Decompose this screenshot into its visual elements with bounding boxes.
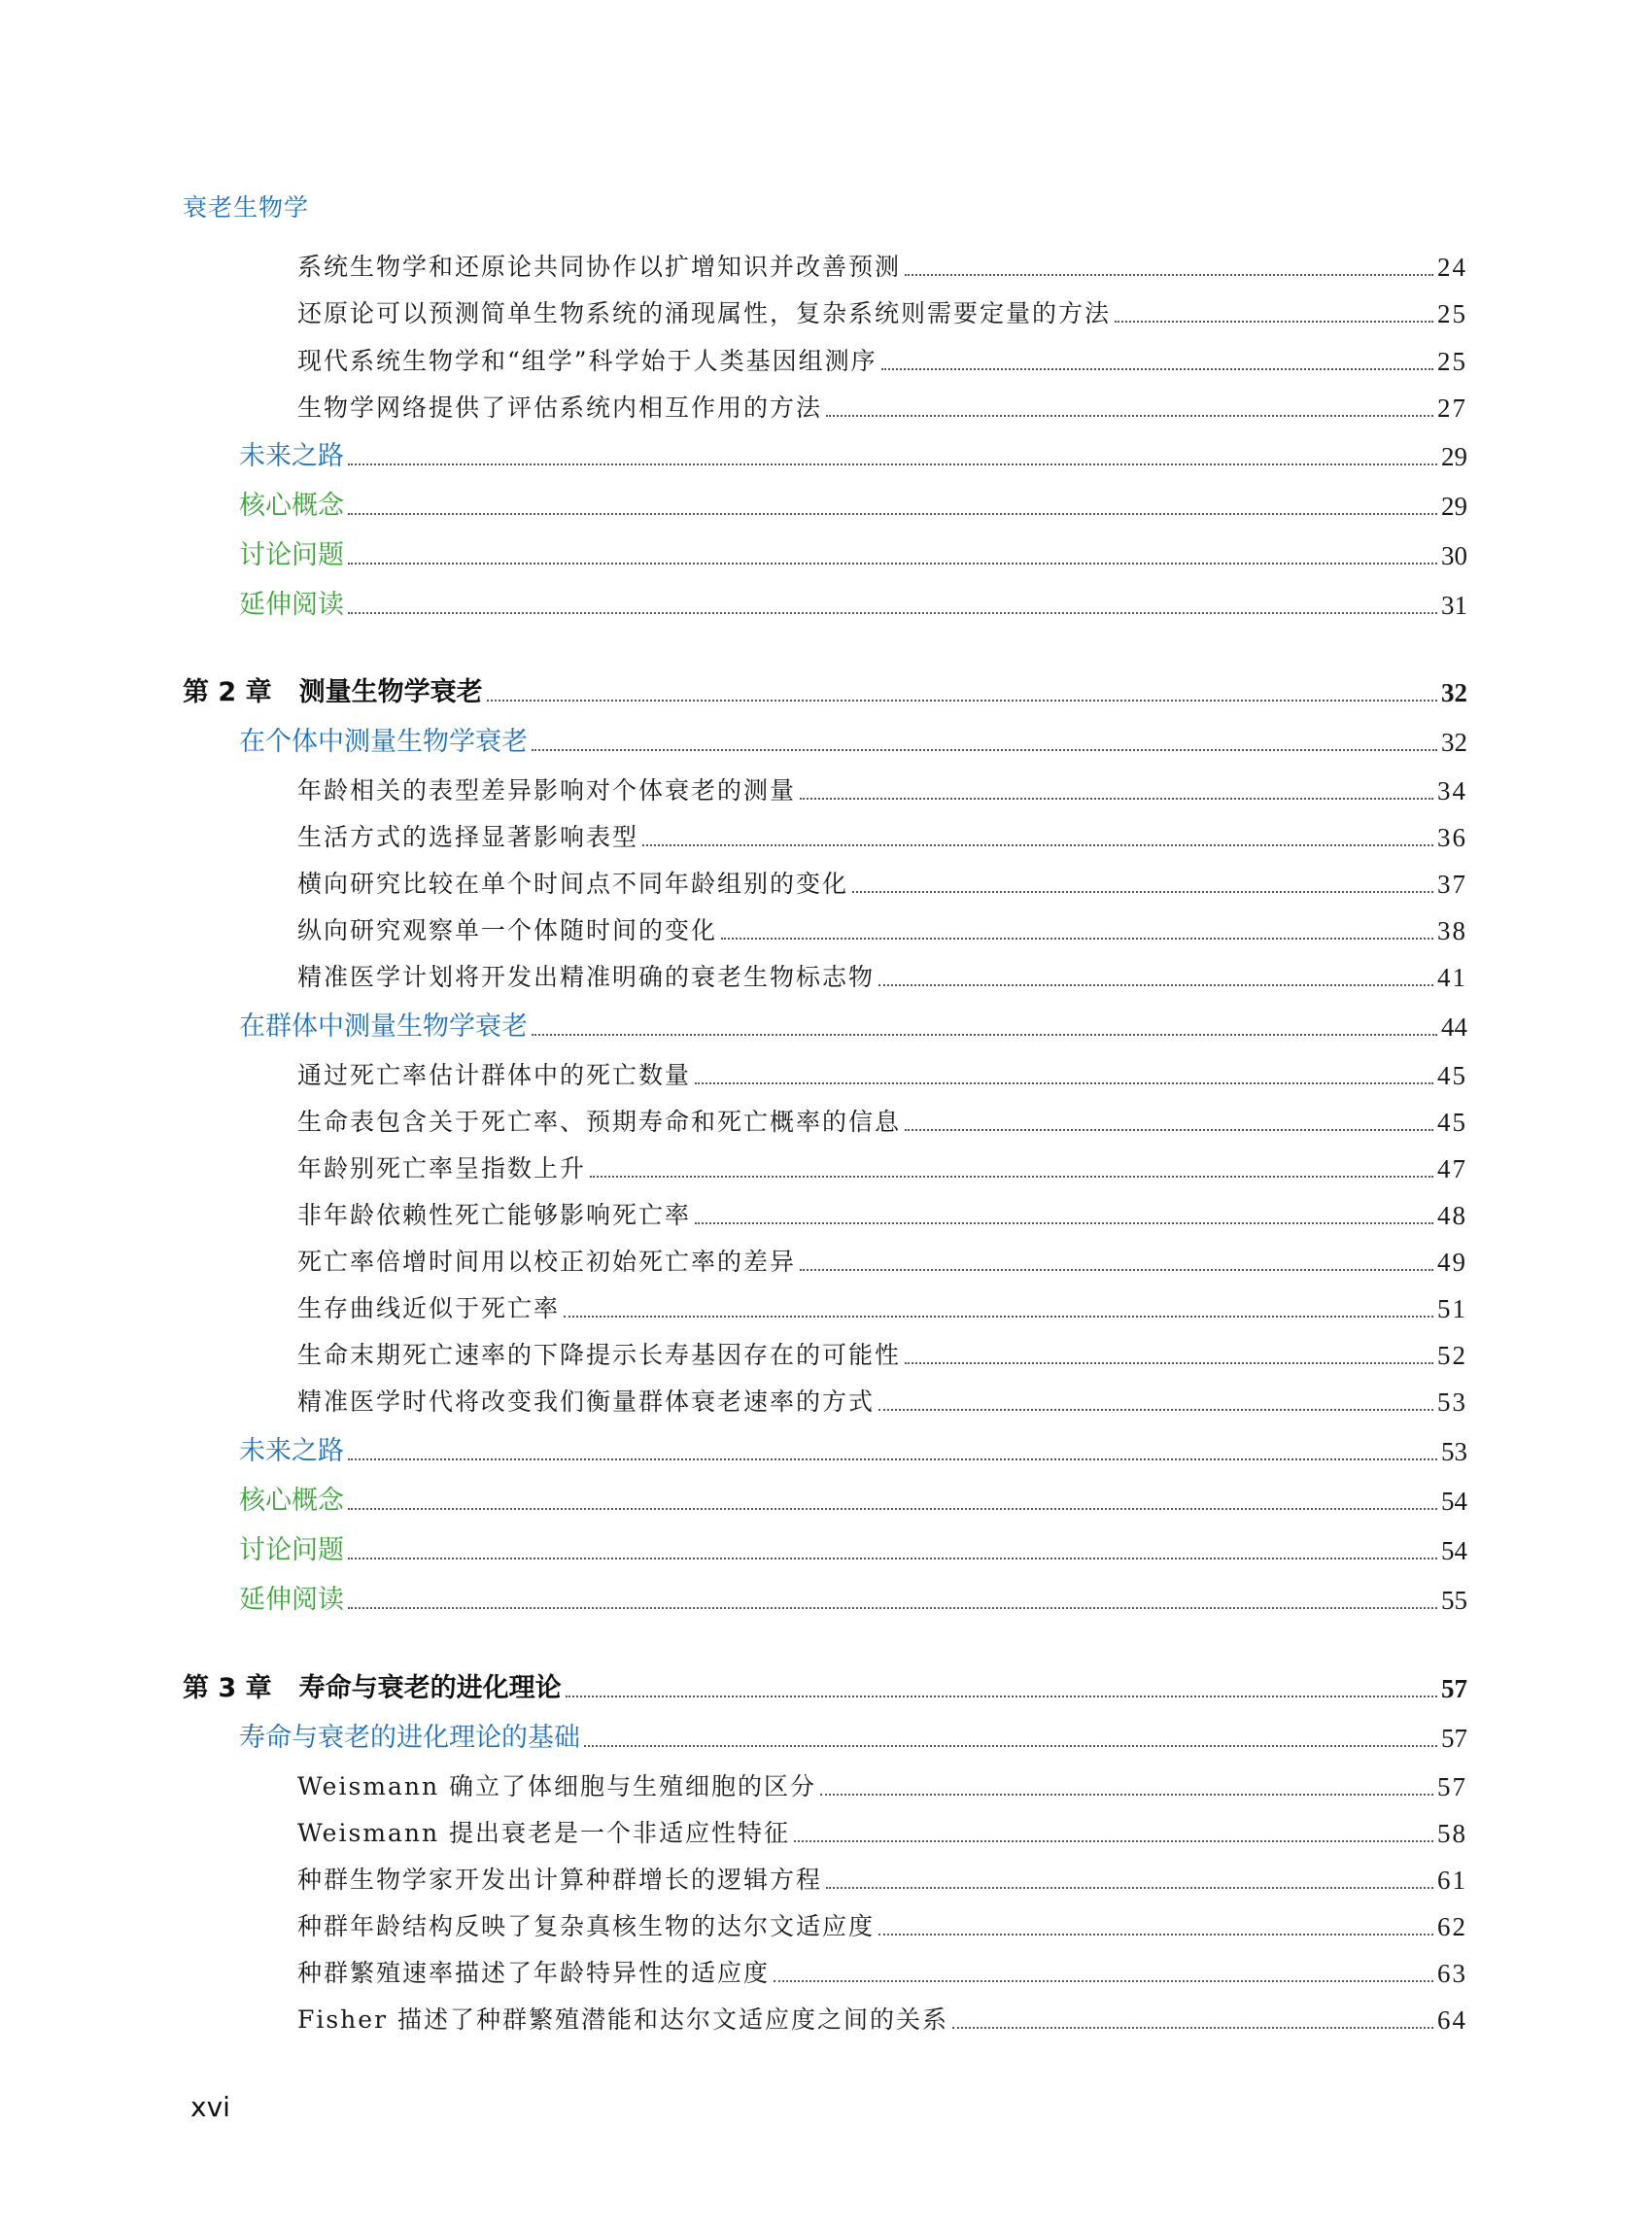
toc-entry-section[interactable]	[239, 1432, 1467, 1471]
toc-entry-section[interactable]	[239, 1719, 1467, 1758]
toc-entry-title: 延伸阅读	[239, 590, 344, 620]
toc-entry-title: 非年龄依赖性死亡能够影响死亡率	[297, 1201, 692, 1229]
toc-entry-page: 45	[1437, 1108, 1467, 1137]
toc-entry-title: 还原论可以预测简单生物系统的涌现属性，复杂系统则需要定量的方法	[297, 299, 1112, 327]
toc-entry-title: Fisher 描述了种群繁殖潜能和达尔文适应度之间的关系	[297, 2005, 948, 2034]
toc-entry-page: 25	[1437, 347, 1467, 376]
toc-entry-page: 49	[1437, 1248, 1467, 1277]
toc-entry-page: 47	[1437, 1154, 1467, 1183]
toc-entry-title: 未来之路	[239, 441, 344, 471]
toc-entry-sub[interactable]	[297, 1336, 1467, 1375]
toc-entry-sub[interactable]	[297, 1907, 1467, 1946]
toc-entry-title: 年龄别死亡率呈指数上升	[297, 1154, 587, 1182]
toc-entry-section[interactable]	[239, 437, 1467, 476]
toc-entry-sub[interactable]	[297, 1103, 1467, 1142]
toc-entry-page: 52	[1437, 1341, 1467, 1370]
toc-entry-sub[interactable]	[297, 1861, 1467, 1900]
toc-entry-page: 34	[1437, 776, 1467, 805]
toc-entry-sub[interactable]	[297, 2001, 1467, 2039]
toc-entry-page: 57	[1441, 1674, 1467, 1703]
dot-leader	[905, 1128, 1433, 1131]
dot-leader	[952, 2026, 1433, 2029]
dot-leader	[348, 1457, 1437, 1460]
toc-entry-title: 生命表包含关于死亡率、预期寿命和死亡概率的信息	[297, 1108, 902, 1136]
toc-entry-section[interactable]	[239, 487, 1467, 526]
dot-leader	[566, 1695, 1437, 1697]
toc-entry-page: 48	[1437, 1201, 1467, 1230]
dot-leader	[532, 1033, 1437, 1036]
dot-leader	[800, 797, 1433, 800]
toc-entry-sub[interactable]	[297, 294, 1467, 333]
toc-entry-page: 27	[1437, 394, 1467, 423]
toc-entry-page: 62	[1437, 1912, 1467, 1941]
toc-entry-page: 58	[1437, 1819, 1467, 1848]
dot-leader	[878, 983, 1433, 986]
chapter-number: 第 2 章	[183, 677, 272, 707]
toc-entry-page: 54	[1441, 1536, 1467, 1565]
toc-entry-page: 36	[1437, 823, 1467, 852]
dot-leader	[878, 1408, 1433, 1411]
dot-leader	[564, 1315, 1433, 1318]
toc-entry-section[interactable]	[239, 536, 1467, 575]
toc-entry-title: 横向研究比较在单个时间点不同年龄组别的变化	[297, 870, 849, 898]
dot-leader	[590, 1175, 1433, 1178]
toc-entry-title: 种群年龄结构反映了复杂真核生物的达尔文适应度	[297, 1912, 876, 1940]
dot-leader	[774, 1979, 1433, 1982]
toc-entry-title: 种群生物学家开发出计算种群增长的逻辑方程	[297, 1866, 823, 1894]
toc-entry-sub[interactable]	[297, 1056, 1467, 1095]
toc-entry-title: 纵向研究观察单一个体随时间的变化	[297, 916, 718, 944]
toc-entry-section[interactable]	[239, 1008, 1467, 1046]
toc-entry-page: 45	[1437, 1061, 1467, 1090]
page-number: xvi	[190, 2091, 230, 2123]
dot-leader	[348, 611, 1437, 614]
toc-entry-title: Weismann 提出衰老是一个非适应性特征	[297, 1819, 791, 1847]
toc-entry-page: 38	[1437, 916, 1467, 945]
toc-entry-sub[interactable]	[297, 1814, 1467, 1853]
dot-leader	[1115, 320, 1433, 323]
toc-entry-page: 55	[1441, 1586, 1467, 1615]
dot-leader	[487, 699, 1437, 702]
toc-entry-section[interactable]	[239, 1581, 1467, 1620]
toc-entry-section[interactable]	[239, 586, 1467, 625]
toc-entry-title: 讨论问题	[239, 1535, 344, 1565]
toc-entry-sub[interactable]	[297, 248, 1467, 287]
toc-entry-title: 讨论问题	[239, 540, 344, 570]
dot-leader	[905, 273, 1433, 276]
toc-entry-page: 29	[1441, 442, 1467, 471]
toc-entry-title: 死亡率倍增时间用以校正初始死亡率的差异	[297, 1248, 797, 1276]
toc-entry-sub[interactable]	[297, 389, 1467, 428]
toc-entry-sub[interactable]	[297, 818, 1467, 857]
toc-entry-page: 61	[1437, 1866, 1467, 1895]
dot-leader	[826, 414, 1433, 417]
toc-entry-page: 29	[1441, 492, 1467, 521]
toc-entry-title: 延伸阅读	[239, 1585, 344, 1615]
toc-entry-page: 37	[1437, 870, 1467, 899]
dot-leader	[348, 1557, 1437, 1559]
toc-entry-section[interactable]	[239, 1531, 1467, 1570]
toc-entry-title	[183, 1669, 562, 1708]
toc-entry-page: 32	[1441, 728, 1467, 757]
toc-entry-chapter[interactable]	[183, 1669, 1467, 1708]
toc-entry-page: 57	[1437, 1772, 1467, 1801]
toc-entry-title: 在群体中测量生物学衰老	[239, 1011, 528, 1042]
toc-entry-sub[interactable]	[297, 1767, 1467, 1806]
chapter-number: 第 3 章	[183, 1673, 272, 1703]
toc-entry-sub[interactable]	[297, 865, 1467, 904]
toc-entry-title: 寿命与衰老的进化理论的基础	[239, 1723, 580, 1753]
dot-leader	[348, 1606, 1437, 1609]
toc-entry-page: 63	[1437, 1959, 1467, 1988]
dot-leader	[721, 937, 1433, 940]
toc-entry-page: 64	[1437, 2005, 1467, 2035]
toc-entry-page: 51	[1437, 1294, 1467, 1323]
toc-entry-title: 精准医学时代将改变我们衡量群体衰老速率的方式	[297, 1388, 876, 1416]
toc-entry-page: 30	[1441, 541, 1467, 570]
toc-entry-page: 53	[1441, 1437, 1467, 1466]
toc-entry-title: 种群繁殖速率描述了年龄特异性的适应度	[297, 1959, 771, 1987]
toc-entry-page: 44	[1441, 1012, 1467, 1042]
toc-entry-sub[interactable]	[297, 342, 1467, 381]
toc-entry-sub[interactable]	[297, 1243, 1467, 1282]
toc-entry-page: 32	[1441, 678, 1467, 707]
dot-leader	[532, 748, 1437, 751]
toc-entry-section[interactable]	[239, 723, 1467, 762]
dot-leader	[852, 890, 1433, 893]
dot-leader	[348, 463, 1437, 465]
toc-entry-chapter[interactable]	[183, 673, 1467, 712]
toc-entry-sub[interactable]	[297, 958, 1467, 997]
dot-leader	[348, 1507, 1437, 1510]
toc-entry-title: 系统生物学和还原论共同协作以扩增知识并改善预测	[297, 253, 902, 281]
toc-entry-page: 25	[1437, 299, 1467, 328]
toc-entry-page: 53	[1437, 1388, 1467, 1417]
dot-leader	[695, 1081, 1433, 1084]
toc-entry-title: 生物学网络提供了评估系统内相互作用的方法	[297, 394, 823, 422]
toc-entry-title: 年龄相关的表型差异影响对个体衰老的测量	[297, 776, 797, 805]
toc-entry-sub[interactable]	[297, 771, 1467, 810]
toc-entry-page: 31	[1441, 591, 1467, 620]
dot-leader	[905, 1361, 1433, 1364]
dot-leader	[878, 1933, 1433, 1936]
toc-entry-title: 未来之路	[239, 1436, 344, 1466]
chapter-title: 寿命与衰老的进化理论	[298, 1673, 562, 1703]
toc-entry-sub[interactable]	[297, 911, 1467, 950]
dot-leader	[881, 367, 1433, 370]
dot-leader	[642, 843, 1433, 846]
toc-entry-page: 24	[1437, 253, 1467, 282]
toc-entry-title: 生存曲线近似于死亡率	[297, 1294, 561, 1322]
dot-leader	[820, 1793, 1433, 1796]
dot-leader	[584, 1744, 1437, 1747]
toc-entry-title: 现代系统生物学和“组学”科学始于人类基因组测序	[297, 347, 878, 375]
toc-entry-sub[interactable]	[297, 1196, 1467, 1235]
toc-entry-sub[interactable]	[297, 1954, 1467, 1993]
toc-entry-title: 生命末期死亡速率的下降提示长寿基因存在的可能性	[297, 1341, 902, 1369]
toc-entry-sub[interactable]	[297, 1289, 1467, 1328]
toc-entry-title: 生活方式的选择显著影响表型	[297, 823, 639, 851]
toc-entry-title	[183, 673, 483, 712]
toc-entry-title: 精准医学计划将开发出精准明确的衰老生物标志物	[297, 963, 876, 991]
toc-entry-sub[interactable]	[297, 1149, 1467, 1188]
dot-leader	[800, 1268, 1433, 1271]
toc-entry-title: 核心概念	[239, 1486, 344, 1516]
toc-entry-section[interactable]	[239, 1482, 1467, 1521]
dot-leader	[794, 1839, 1433, 1842]
dot-leader	[826, 1886, 1433, 1889]
toc-entry-title: Weismann 确立了体细胞与生殖细胞的区分	[297, 1772, 817, 1800]
toc-entry-title: 在个体中测量生物学衰老	[239, 727, 528, 757]
dot-leader	[348, 512, 1437, 515]
chapter-title: 测量生物学衰老	[298, 677, 483, 707]
dot-leader	[695, 1221, 1433, 1224]
toc-entry-page: 41	[1437, 963, 1467, 992]
running-head: 衰老生物学	[183, 193, 310, 222]
toc-entry-sub[interactable]	[297, 1383, 1467, 1422]
toc-entry-page: 57	[1441, 1724, 1467, 1753]
dot-leader	[348, 562, 1437, 565]
toc-entry-title: 通过死亡率估计群体中的死亡数量	[297, 1061, 692, 1089]
toc-entry-title: 核心概念	[239, 491, 344, 521]
toc-entry-page: 54	[1441, 1487, 1467, 1516]
